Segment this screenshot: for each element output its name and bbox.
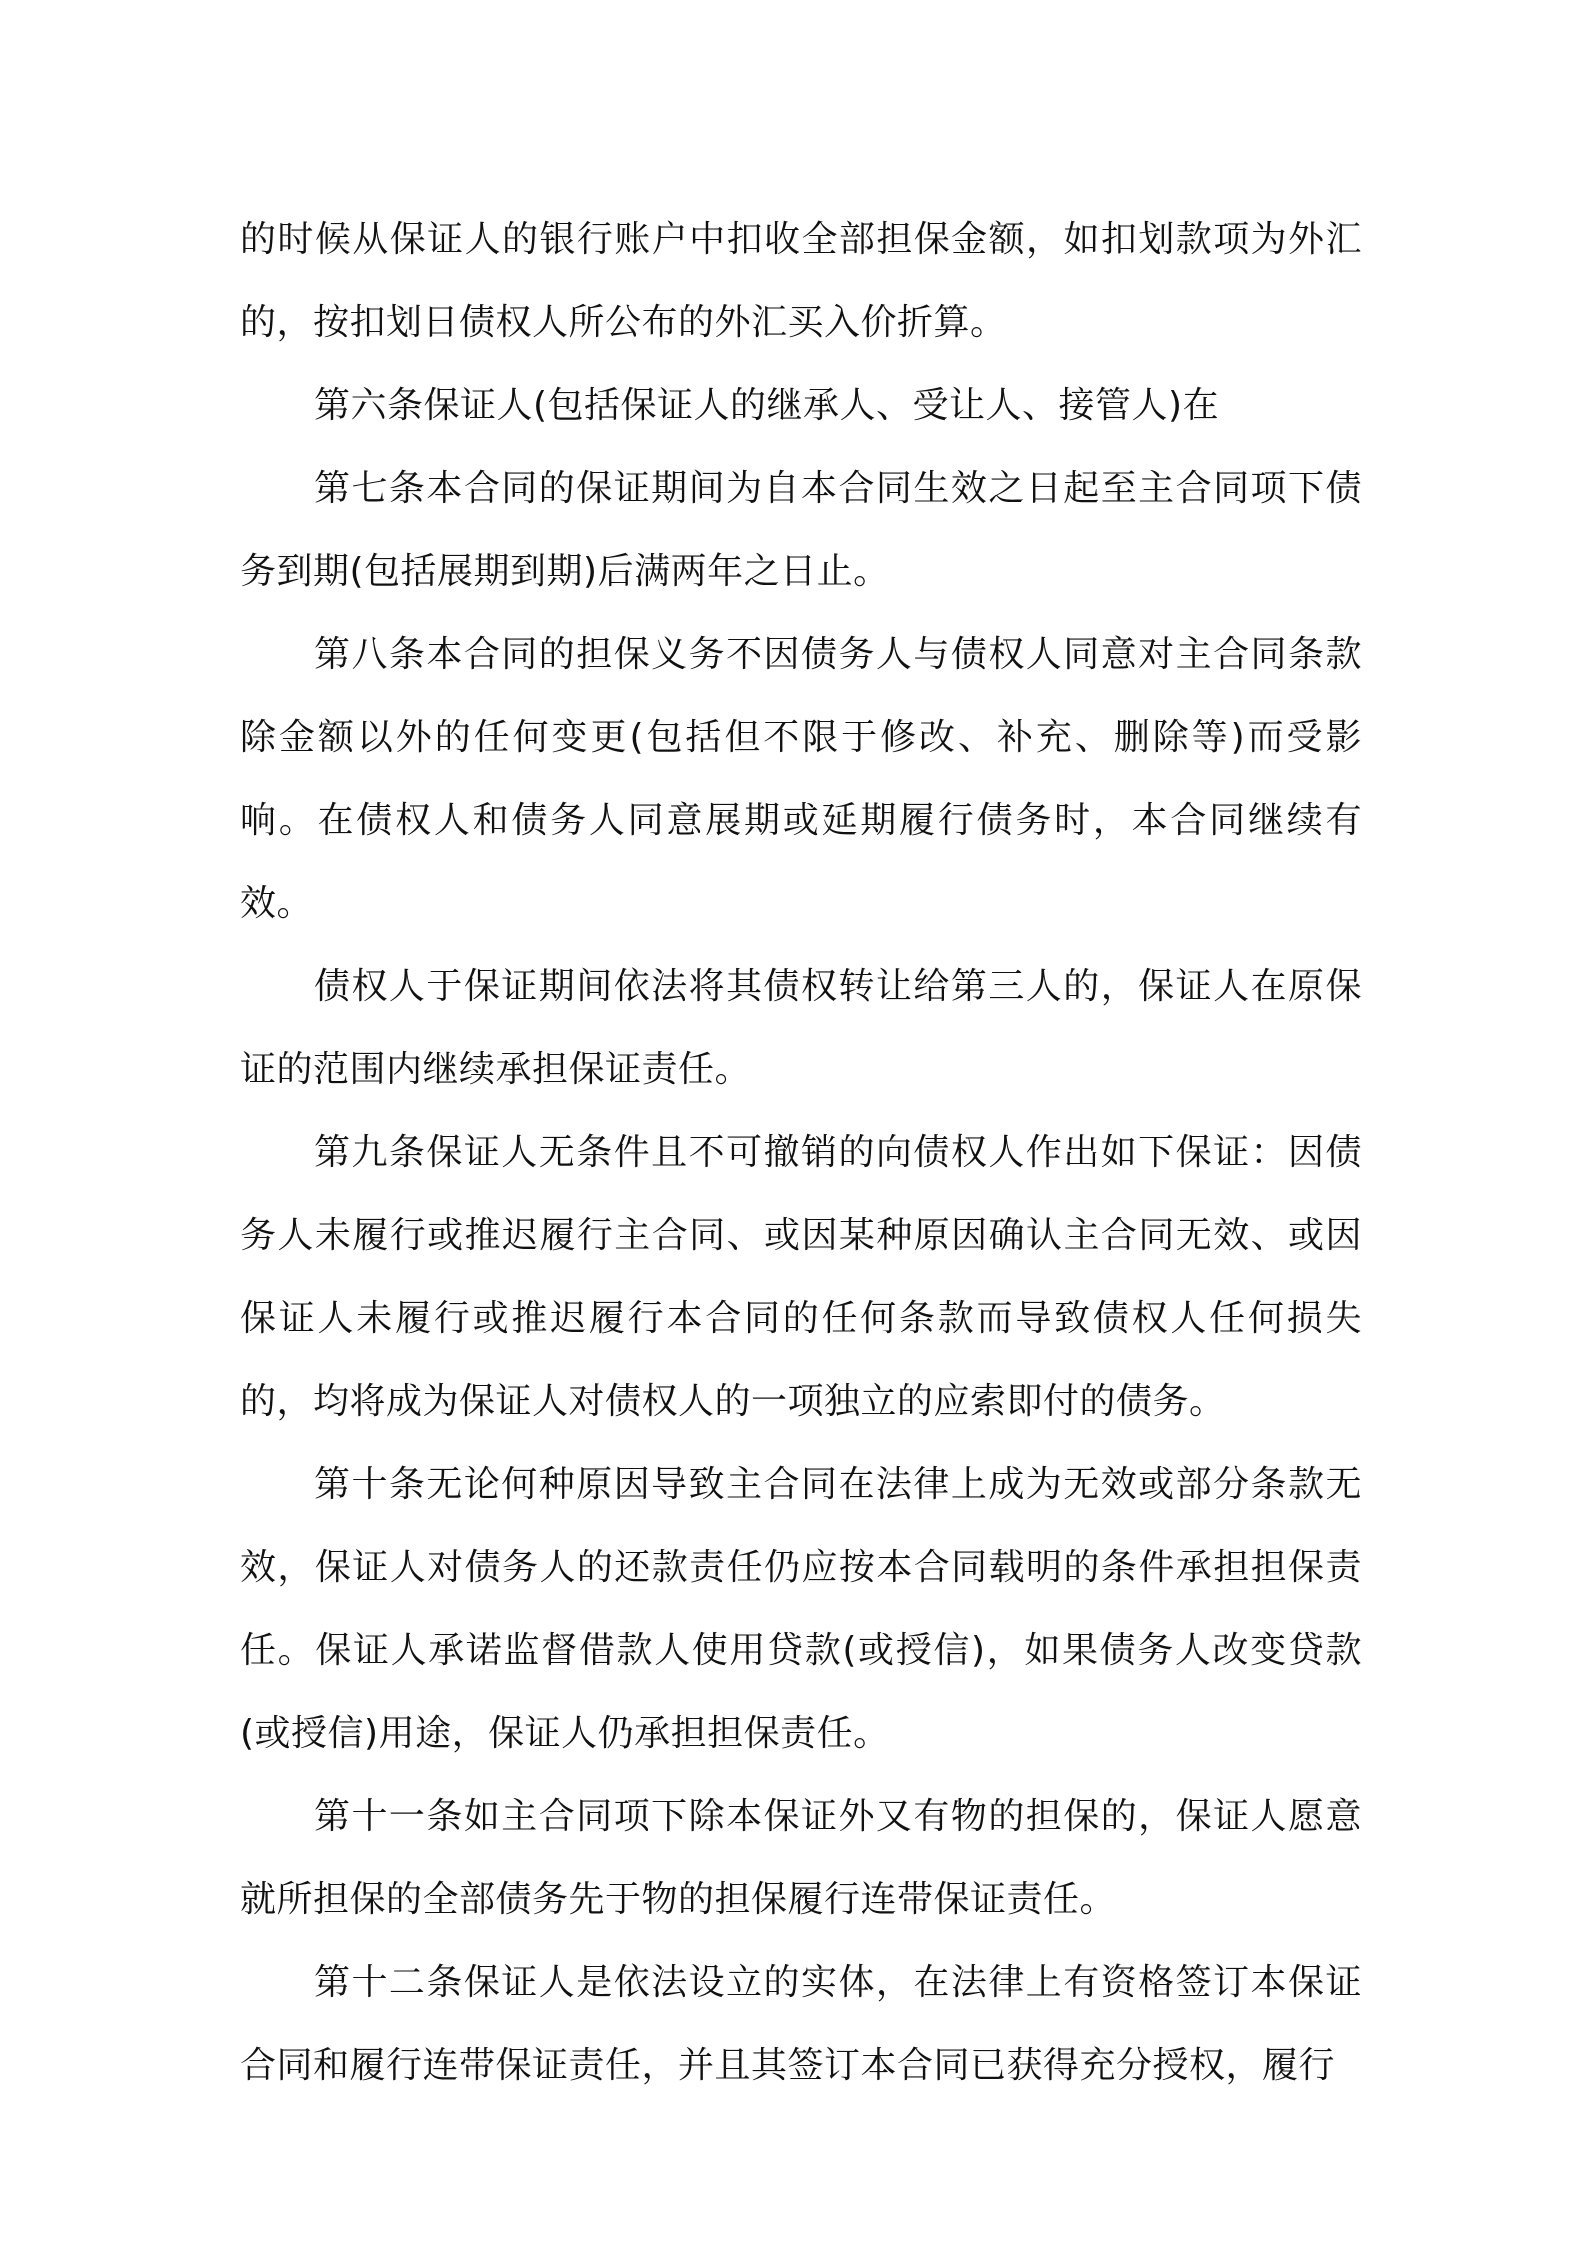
paragraph-article-8-transfer: 债权人于保证期间依法将其债权转让给第三人的，保证人在原保证的范围内继续承担保证责任。 (240, 966, 1362, 1090)
paragraph-article-9: 第九条保证人无条件且不可撤销的向债权人作出如下保证：因债务人未履行或推迟履行主合同、或因某种原因确认主合同无效、或因保证人未履行或推迟履行本合同的任何条款而导致债权人任何损失的，均将成为保证人对债权人的一项独立的应索即付的债务。 (240, 1132, 1362, 1422)
paragraph-article-11: 第十一条如主合同项下除本保证外又有物的担保的，保证人愿意就所担保的全部债务先于物的担保履行连带保证责任。 (240, 1796, 1362, 1920)
paragraph-article-6: 第六条保证人(包括保证人的继承人、受让人、接管人)在 (314, 385, 1220, 426)
paragraph-article-8: 第八条本合同的担保义务不因债务人与债权人同意对主合同条款除金额以外的任何变更(包括但不限于修改、补充、删除等)而受影响。在债权人和债务人同意展期或延期履行债务时，本合同继续有效。 (240, 634, 1362, 924)
paragraph-article-7: 第七条本合同的保证期间为自本合同生效之日起至主合同项下债务到期(包括展期到期)后满两年之日止。 (240, 468, 1362, 592)
paragraph-continuation-payment: 的时候从保证人的银行账户中扣收全部担保金额，如扣划款项为外汇的，按扣划日债权人所公布的外汇买入价折算。 (240, 219, 1362, 343)
paragraph-article-12: 第十二条保证人是依法设立的实体，在法律上有资格签订本保证合同和履行连带保证责任，并且其签订本合同已获得充分授权，履行 (240, 1962, 1362, 2086)
document-body (240, 198, 1362, 2107)
paragraph-article-10: 第十条无论何种原因导致主合同在法律上成为无效或部分条款无效，保证人对债务人的还款责任仍应按本合同载明的条件承担担保责任。保证人承诺监督借款人使用贷款(或授信)，如果债务人改变贷款(或授信)用途，保证人仍承担担保责任。 (240, 1464, 1362, 1754)
